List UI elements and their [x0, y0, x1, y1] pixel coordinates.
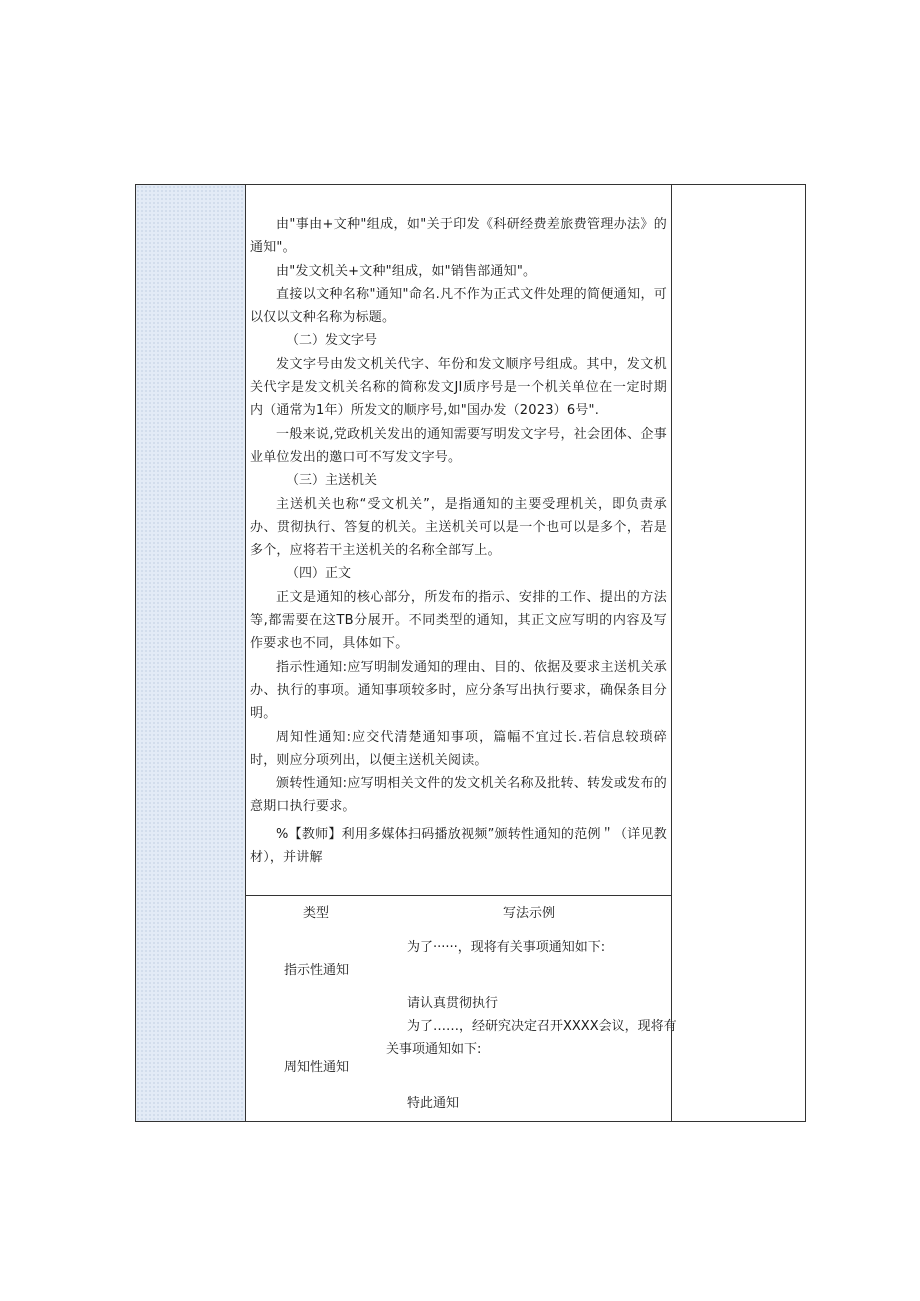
paragraph-title-format-1: 由"事由+文种"组成，如"关于印发《科研经费差旅费管理办法》的通知"。 [250, 217, 667, 256]
example-col-type-header: 类型 [303, 906, 330, 921]
section-heading-doc-number: （二）发文字号 [286, 333, 378, 349]
paragraph-body-directive: 指示性通知:应写明制发通知的理由、目的、依据及要求主送机关承办、执行的事项。通知事项较多时，应分条写出执行要求，确保条目分明。 [250, 659, 667, 722]
example-row2-line2: 关事项通知如下: [386, 1042, 482, 1057]
paragraph-recipients: 主送机关也称“受文机关”，是指通知的主要受理机关，即负责承办、贯彻执行、答复的机关。主送机关可以是一个也可以是多个，若是多个，应将若干主送机关的名称全部写上。 [250, 496, 667, 559]
paragraph-body-informative: 周知性通知:应交代清楚通知事项，篇幅不宜过长.若信息较琐碎时，则应分项列出，以便主送机关阅读。 [250, 729, 667, 768]
example-row2-type: 周知性通知 [284, 1060, 350, 1075]
example-row1-line1: 为了······，现将有关事项通知如下: [407, 940, 606, 955]
left-shaded-column [136, 185, 246, 1121]
paragraph-title-format-3: 直接以文种名称"通知"命名.凡不作为正式文件处理的简便通知，可以仅以文种名称为标题。 [250, 286, 667, 326]
paragraph-body-1: 正文是通知的核心部分，所发布的指示、安排的工作、提出的方法等,都需要在这TB分展开。不同类型的通知，其正文应写明的内容及写作要求也不同，具体如下。 [250, 589, 667, 652]
example-col-sample-header: 写法示例 [503, 906, 556, 921]
section-heading-recipients: （三）主送机关 [286, 473, 378, 489]
paragraph-doc-number-2: 一般来说,党政机关发出的通知需要写明发文字号，社会团体、企事业单位发出的邀口可不写发文字号。 [250, 426, 667, 465]
example-row1-type: 指示性通知 [284, 963, 350, 978]
paragraph-body-forwarding: 颁转性通知:应写明相关文件的发文机关名称及批转、转发或发布的意期口执行要求。 [250, 776, 667, 815]
content-body [246, 213, 671, 869]
example-row2-line1: 为了……，经研究决定召开XXXX会议，现将有 [407, 1019, 677, 1034]
teacher-note: %【教师】利用多媒体扫码播放视频”颁转性通知的范例＂（详见教材），并讲解 [250, 826, 667, 866]
right-notes-column [671, 185, 805, 1121]
section-divider [246, 895, 671, 896]
section-heading-body: （四）正文 [286, 566, 352, 582]
paragraph-title-format-2: 由"发文机关+文种"组成，如"销售部通知"。 [276, 263, 537, 279]
example-row1-line2: 请认真贯彻执行 [407, 996, 499, 1011]
content-column [246, 185, 677, 1121]
paragraph-doc-number-1: 发文字号由发文机关代字、年份和发文顺序号组成。其中，发文机关代字是发文机关名称的简称发文JI质序号是一个机关单位在一定时期内（通常为1年）所发文的顺序号,如"国办发（2023）6号". [250, 356, 667, 419]
example-row2-line3: 特此通知 [407, 1096, 460, 1111]
lesson-table [135, 184, 806, 1122]
